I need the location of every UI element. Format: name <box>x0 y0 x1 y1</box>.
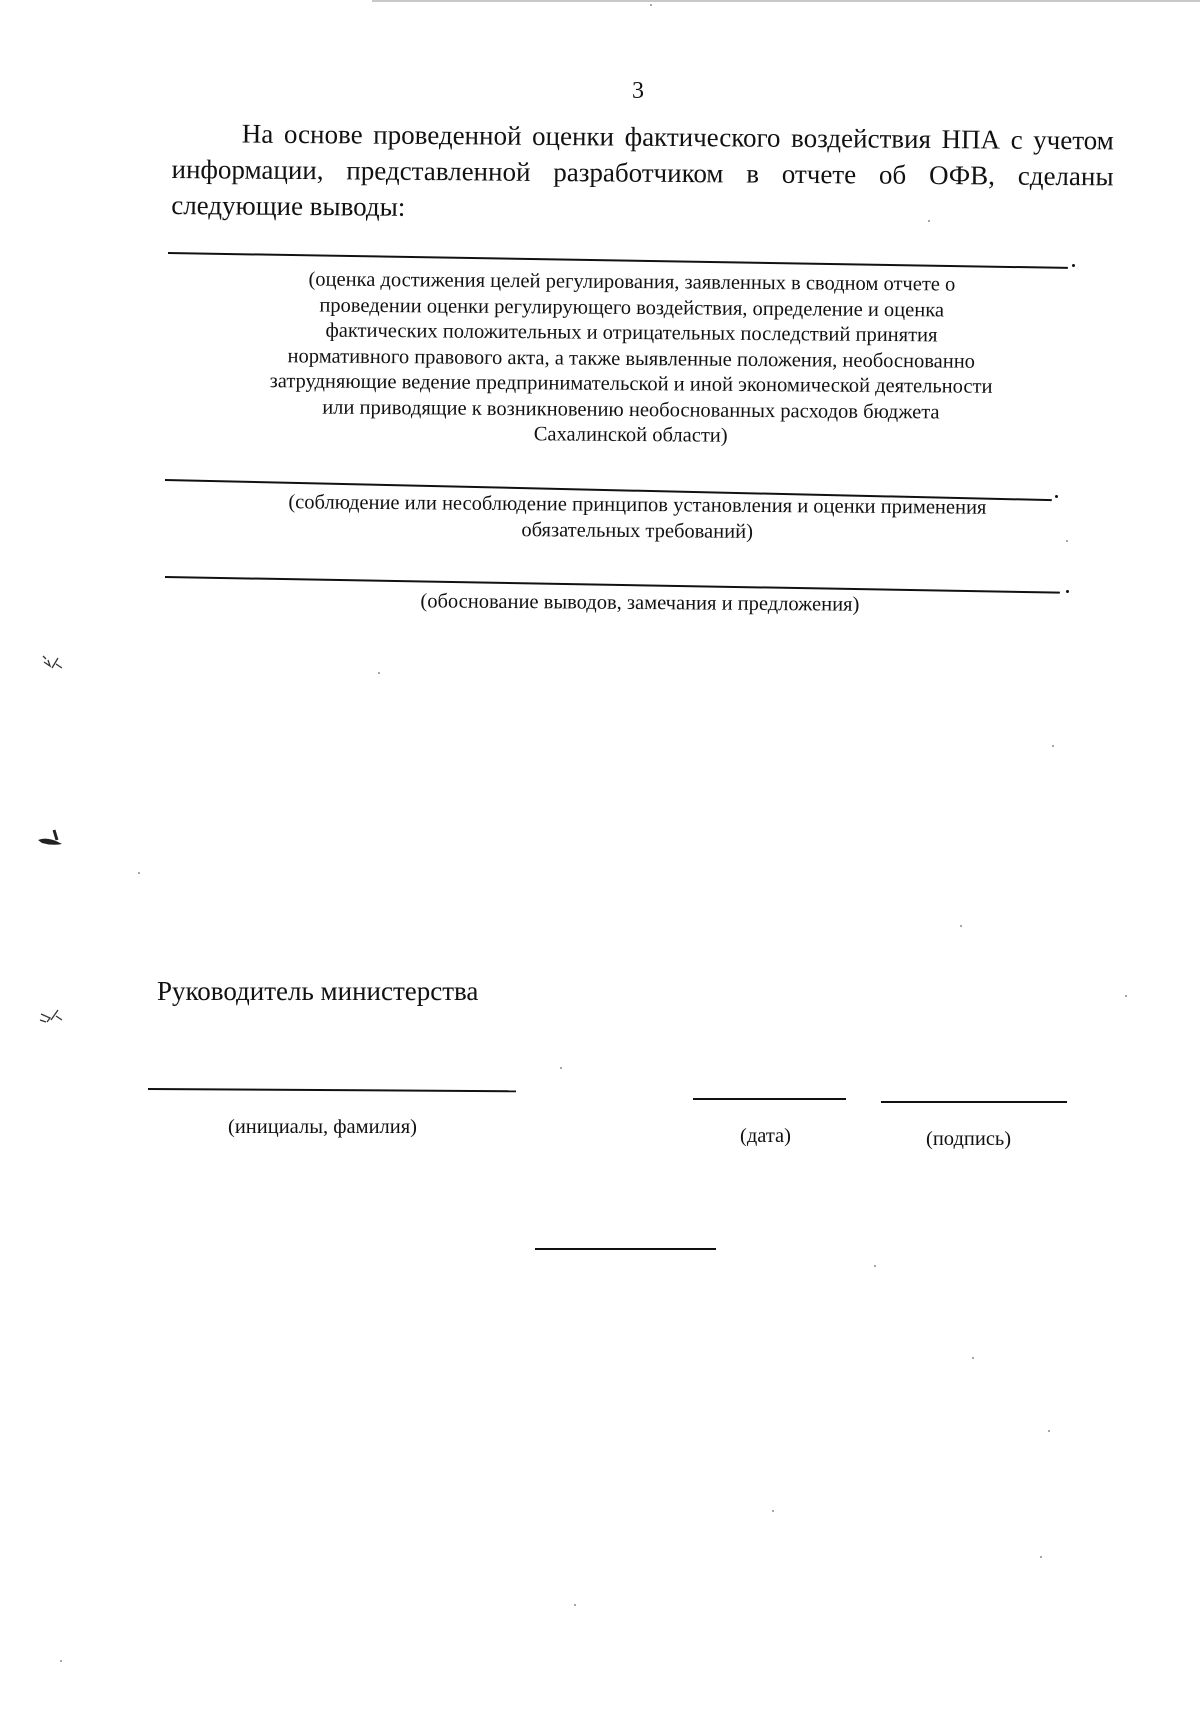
scan-speck <box>560 1067 562 1069</box>
scan-speck <box>1066 540 1068 542</box>
end-of-document-line <box>535 1248 716 1250</box>
signature-caption: (подпись) <box>926 1128 1012 1150</box>
caption-justification: (обоснование выводов, замечания и предложения) <box>420 590 860 616</box>
binder-hole-mark-icon <box>36 826 66 848</box>
scan-speck <box>874 1265 876 1267</box>
scan-speck <box>1048 1430 1050 1432</box>
scan-speck <box>772 1510 774 1512</box>
scan-speck <box>972 1357 974 1359</box>
fill-line-end-dot <box>1066 590 1069 593</box>
scan-speck <box>960 925 962 927</box>
binder-hole-mark-icon <box>40 648 66 672</box>
page-number: 3 <box>632 78 644 104</box>
scan-speck <box>574 1604 576 1606</box>
fill-line-end-dot <box>1055 495 1058 498</box>
scan-top-edge <box>372 0 1200 2</box>
date-caption: (дата) <box>740 1125 791 1147</box>
signatory-title: Руководитель министерства <box>157 976 479 1006</box>
binder-hole-mark-icon <box>38 1002 66 1026</box>
caption-principles-compliance: (соблюдение или несоблюдение принципов установления и оценки применения обязательных требований) <box>288 491 987 543</box>
caption-goals-assessment: (оценка достижения целей регулирования, заявленных в сводном отчете о проведении оценки регулирующего воздействия, определение и оценка фактических положительных и отрицательных последствий принятия нормативного правового акта, а также выявленные положения, необоснованно затрудняющие ведение предпринимательской и иной экономической деятельности или приводящие к возникновению необоснованных расходов бюджета Сахалинской области) <box>269 268 993 447</box>
signature-line-name <box>148 1088 516 1092</box>
scan-speck <box>1040 1556 1042 1558</box>
fill-line-conclusions <box>168 252 1068 269</box>
signature-line-date <box>693 1098 846 1100</box>
scan-speck <box>138 872 140 874</box>
intro-paragraph: На основе проведенной оценки фактического воздействия НПА с учетом информации, представленной разработчиком в отчете об ОФВ, сделаны следующие выводы: <box>171 118 1114 222</box>
scan-speck <box>1125 995 1127 997</box>
name-caption: (инициалы, фамилия) <box>228 1116 417 1138</box>
scan-speck <box>60 1660 62 1662</box>
scan-speck <box>928 220 930 222</box>
fill-line-end-dot <box>1072 264 1075 267</box>
scan-speck <box>650 4 652 6</box>
scan-speck <box>378 672 380 674</box>
scan-speck <box>1052 745 1054 747</box>
signature-line-signature <box>881 1101 1067 1103</box>
